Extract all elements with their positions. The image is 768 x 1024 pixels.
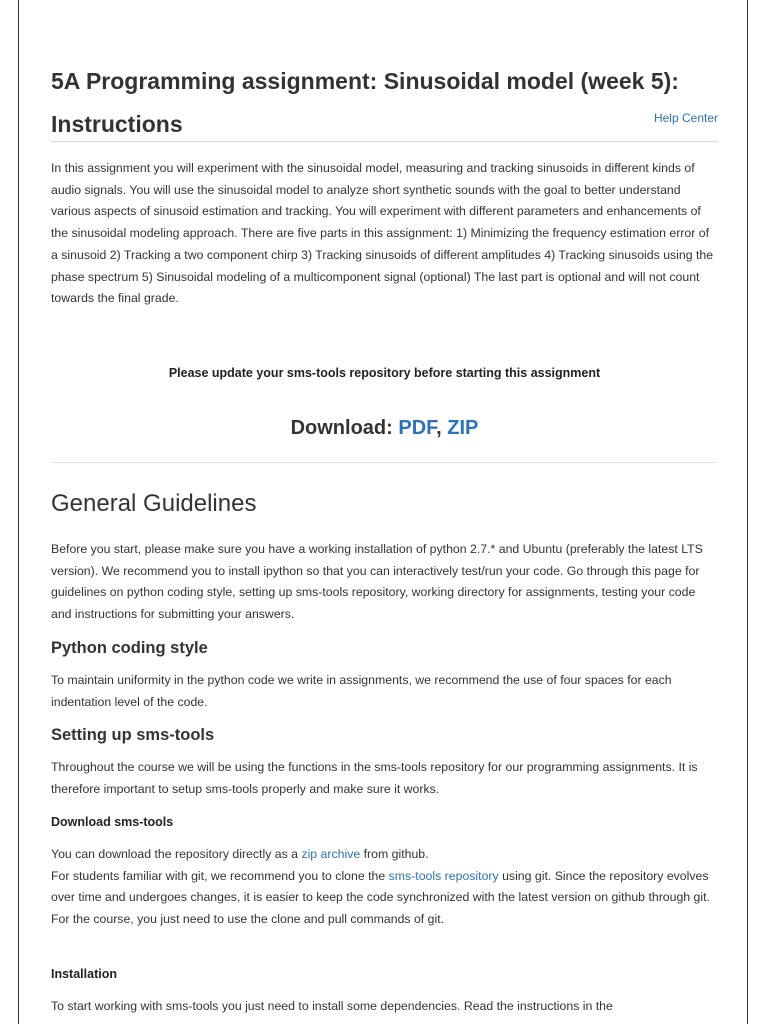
coding-style-heading: Python coding style (51, 639, 208, 657)
page-title-line1: 5A Programming assignment: Sinusoidal model (week 5): (51, 68, 679, 94)
intro-paragraph: In this assignment you will experiment with the sinusoidal model, measuring and tracking sinusoids in different kinds of audio signals. You will use the sinusoidal model to analyze short synthetic sounds with the goal to better understand various aspects of sinusoid estimation and tracking. You will experiment with different parameters and enhancements of the sinusoidal modeling approach. There are five parts in this assignment: 1) Minimizing the frequency estimation error of a sinusoid 2) Tracking a two component chirp 3) Tracking sinusoids of different amplitudes 4) Tracking sinusoids using the phase spectrum 5) Sinusoidal modeling of a multicomponent signal (optional) The last part is optional and will not count towards the final grade. (51, 161, 714, 306)
installation-text: To start working with sms-tools you just need to install some dependencies. Read the instructions in the (51, 999, 613, 1013)
download-pdf-link[interactable]: PDF (398, 417, 437, 439)
download-label: Download: (290, 417, 399, 439)
coding-style-text: To maintain uniformity in the python code we write in assignments, we recommend the use of four spaces for each indentation level of the code. (51, 673, 672, 709)
download-links (51, 417, 718, 440)
title-divider (51, 141, 718, 142)
download-zip-link[interactable]: ZIP (447, 417, 479, 439)
download-tools-line1-post: from github. (360, 847, 429, 861)
help-center-link[interactable]: Help Center (653, 111, 718, 125)
sms-tools-repository-link[interactable]: sms-tools repository (388, 868, 499, 883)
download-tools-line2-post: using git. Since the repository evolves over time and undergoes changes, it is easier to keep the code synchronized with the latest version on github through git. For the course, you just need to use the clone and pull commands of git. (51, 868, 710, 927)
download-divider (51, 462, 718, 463)
page-title (51, 60, 718, 146)
document-page (18, 0, 748, 1024)
zip-archive-link[interactable]: zip archive (301, 847, 361, 861)
general-guidelines-heading: General Guidelines (51, 490, 257, 517)
page-title-line2: Instructions (51, 111, 183, 137)
update-notice: Please update your sms-tools repository before starting this assignment (168, 366, 601, 380)
setup-text: Throughout the course we will be using the functions in the sms-tools repository for our programming assignments. It is therefore important to setup sms-tools properly and make sure it works. (51, 760, 698, 796)
download-tools-line1-pre: You can download the repository directly as a (51, 847, 302, 861)
download-separator: , (436, 417, 448, 439)
download-tools-text (51, 844, 718, 931)
setup-heading: Setting up sms-tools (51, 726, 215, 744)
general-guidelines-text: Before you start, please make sure you have a working installation of python 2.7.* and Ubuntu (preferably the latest LTS version). We recommend you to install ipython so that you can interactively test/run your code. Go through this page for guidelines on python coding style, setting up sms-tools repository, working directory for assignments, testing your code and instructions for submitting your answers. (51, 542, 703, 622)
installation-heading: Installation (51, 967, 117, 981)
download-tools-line2-pre: For students familiar with git, we recommend you to clone the (51, 868, 389, 883)
download-tools-heading: Download sms-tools (51, 815, 174, 829)
